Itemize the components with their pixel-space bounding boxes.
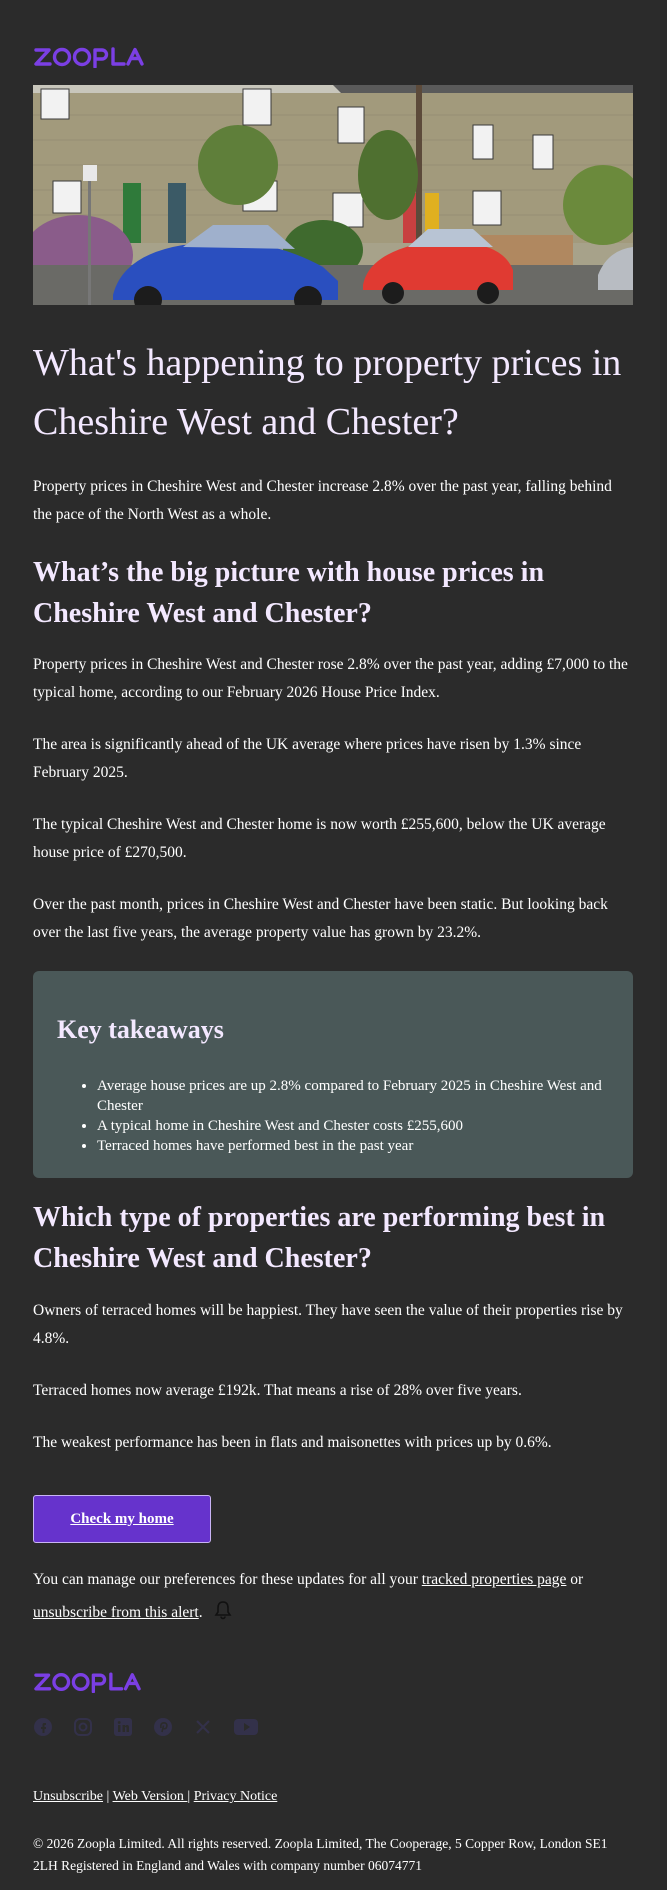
big-picture-paragraph: Over the past month, prices in Cheshire West and Chester have been static. But looking back over the last five years, the average property value has grown by 23.2%. <box>33 896 608 941</box>
list-item: • Average house prices are up 2.8% compared to February 2025 in Cheshire West and Chester <box>97 1076 647 1116</box>
instagram-icon[interactable] <box>73 1716 93 1738</box>
footer-unsubscribe-link[interactable]: Unsubscribe <box>33 1789 103 1804</box>
key-takeaways-list <box>57 1076 647 1156</box>
property-types-paragraph: The weakest performance has been in flats and maisonettes with prices up by 0.6%. <box>33 1434 552 1451</box>
footer-links <box>33 1787 277 1807</box>
youtube-icon[interactable] <box>233 1716 259 1738</box>
key-takeaways-box <box>33 971 633 1178</box>
zoopla-footer-logo[interactable] <box>33 1671 143 1693</box>
footer-privacy-notice-link[interactable]: Privacy Notice <box>193 1789 278 1804</box>
page-title: What's happening to property prices in Cheshire West and Chester? <box>33 342 622 443</box>
tracked-properties-link[interactable]: tracked properties page <box>421 1571 567 1588</box>
manage-text: . <box>198 1604 203 1621</box>
manage-text: You can manage our preferences for these updates for all your <box>33 1571 422 1588</box>
property-types-paragraph: Owners of terraced homes will be happiest. They have seen the value of their properties rise by 4.8%. <box>33 1302 623 1347</box>
zoopla-logo[interactable] <box>33 46 146 68</box>
bell-icon <box>214 1600 232 1620</box>
unsubscribe-alert-link[interactable]: unsubscribe from this alert <box>33 1604 199 1621</box>
manage-text: or <box>566 1571 584 1588</box>
facebook-icon[interactable] <box>33 1716 53 1738</box>
property-types-paragraph: Terraced homes now average £192k. That means a rise of 28% over five years. <box>33 1382 522 1399</box>
big-picture-paragraph: Property prices in Cheshire West and Chester rose 2.8% over the past year, adding £7,000 to the typical home, according to our February 2026 House Price Index. <box>33 656 628 701</box>
footer-copyright: © 2026 Zoopla Limited. All rights reserved. Zoopla Limited, The Cooperage, 5 Copper Row, London SE1 2LH Registered in England and Wales with company number 06074771 <box>33 1836 608 1873</box>
check-my-home-button[interactable]: Check my home <box>33 1495 211 1543</box>
big-picture-paragraph: The typical Cheshire West and Chester home is now worth £255,600, below the UK average house price of £270,500. <box>33 816 606 861</box>
intro-paragraph: Property prices in Cheshire West and Chester increase 2.8% over the past year, falling behind the pace of the North West as a whole. <box>33 478 612 523</box>
property-types-heading: Which type of properties are performing best in Cheshire West and Chester? <box>33 1202 606 1274</box>
linkedin-icon[interactable] <box>113 1716 133 1738</box>
footer-separator: | <box>106 1789 110 1804</box>
key-takeaways-heading: Key takeaways <box>57 1015 224 1044</box>
pinterest-icon[interactable] <box>153 1716 173 1738</box>
big-picture-paragraph: The area is significantly ahead of the UK average where prices have risen by 1.3% since February 2025. <box>33 736 582 781</box>
big-picture-heading: What’s the big picture with house prices in Cheshire West and Chester? <box>33 557 545 629</box>
hero-image <box>33 85 633 305</box>
footer-web-version-link[interactable]: Web Version <box>112 1789 188 1804</box>
list-item: • A typical home in Cheshire West and Chester costs £255,600 <box>97 1116 647 1136</box>
x-icon[interactable] <box>193 1716 213 1738</box>
footer-separator: | <box>187 1789 191 1804</box>
list-item: • Terraced homes have performed best in the past year <box>97 1136 647 1156</box>
manage-preferences-text <box>33 1563 633 1629</box>
